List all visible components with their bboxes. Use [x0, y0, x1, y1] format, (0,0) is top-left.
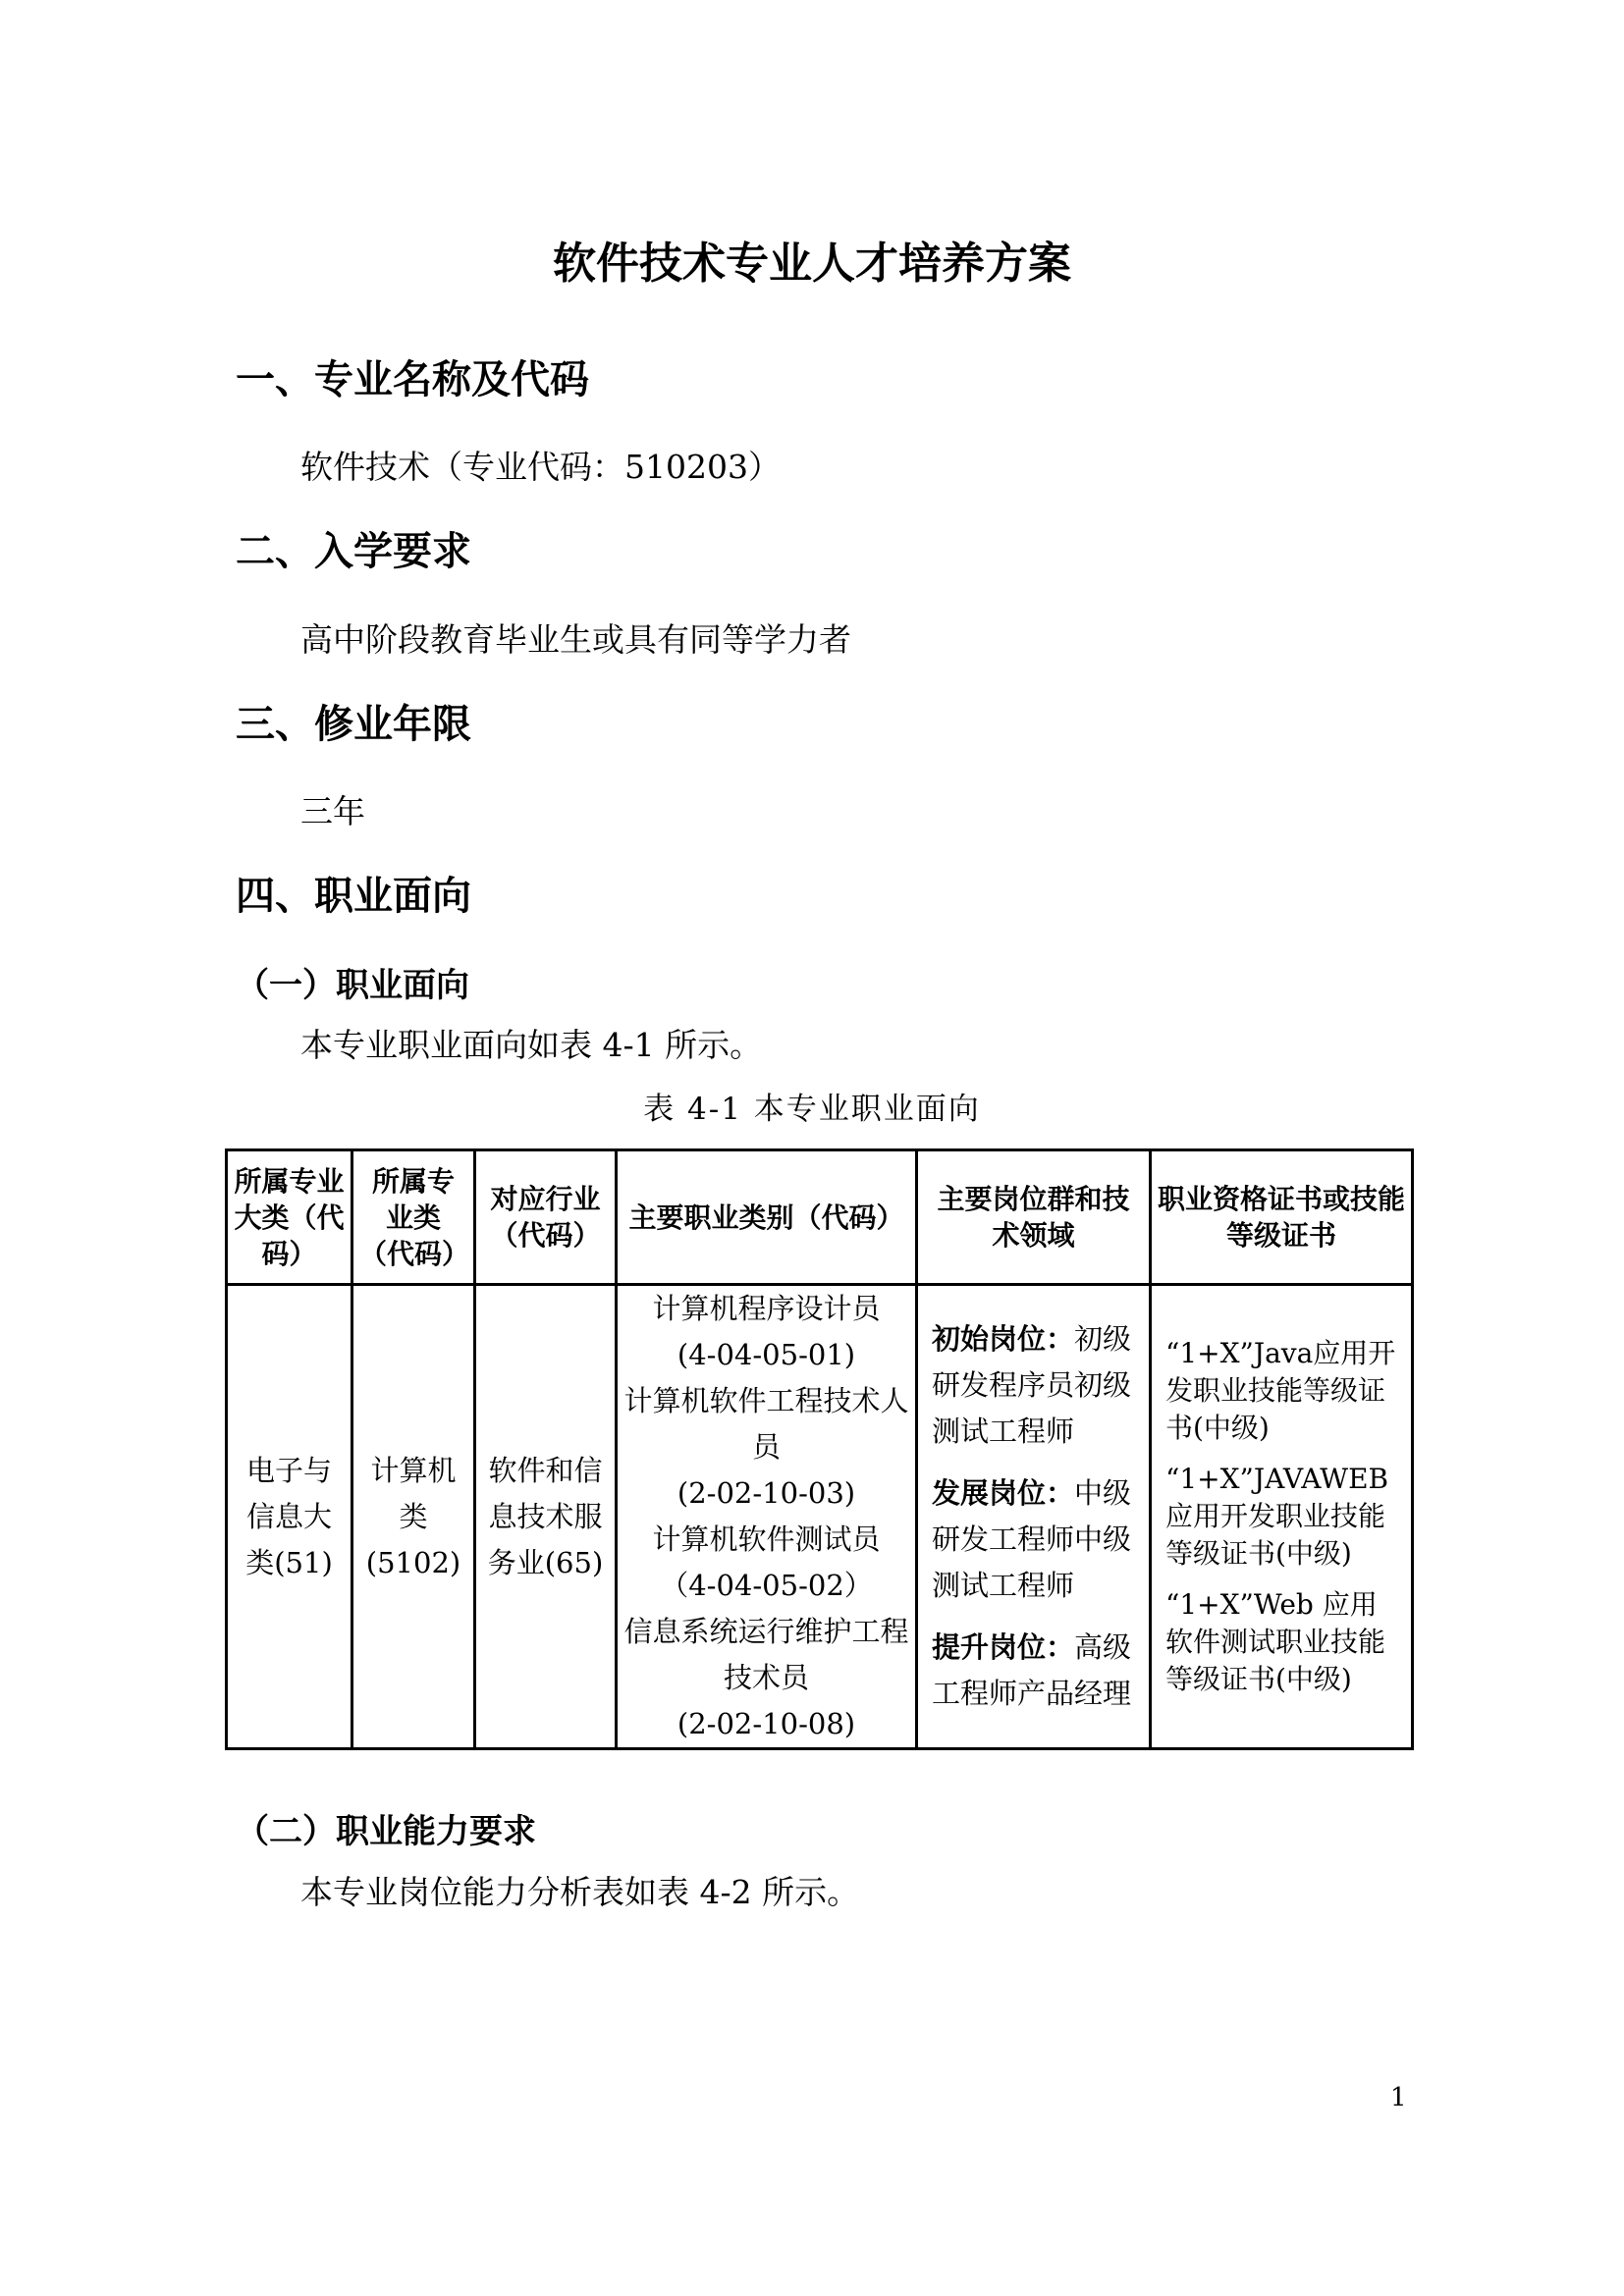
post-label: 发展岗位：	[932, 1476, 1075, 1510]
post-entry	[932, 1625, 1139, 1717]
cell-major-category: 电子与信息大类(51)	[227, 1285, 352, 1749]
table-row	[227, 1285, 1413, 1749]
header-major-category: 所属专业大类（代码）	[227, 1150, 352, 1285]
occupation-line: (4-04-05-01)	[677, 1338, 856, 1371]
certificate-entry: “1+X”Web 应用软件测试职业技能等级证书(中级)	[1165, 1588, 1386, 1695]
cell-industry: 软件和信息技术服务业(65)	[475, 1285, 617, 1749]
occupation-line: 计算机软件测试员	[652, 1522, 881, 1556]
occupation-line: 信息系统运行维护工程技术员	[623, 1615, 909, 1694]
header-major-class: 所属专业类（代码）	[352, 1150, 475, 1285]
subsection-heading-2: （二）职业能力要求	[236, 1812, 536, 1851]
header-posts: 主要岗位群和技术领域	[917, 1150, 1151, 1285]
cell-posts	[917, 1285, 1151, 1749]
post-label: 提升岗位：	[932, 1630, 1075, 1664]
subsection-heading-1: （一）职业面向	[236, 966, 469, 1005]
header-occupations: 主要职业类别（代码）	[617, 1150, 917, 1285]
certificate-entry: “1+X”JAVAWEB 应用开发职业技能等级证书(中级)	[1165, 1463, 1389, 1570]
section-heading-2: 二、入学要求	[236, 529, 471, 574]
occupation-line: (2-02-10-03)	[677, 1476, 856, 1510]
section-body-1: 软件技术（专业代码：510203）	[300, 448, 781, 486]
occupation-table	[225, 1148, 1414, 1750]
section-heading-3: 三、修业年限	[236, 702, 471, 747]
section-body-3: 三年	[300, 792, 365, 830]
page-number: 1	[1390, 2083, 1407, 2112]
section-body-2: 高中阶段教育毕业生或具有同等学力者	[300, 620, 851, 659]
occupation-line: 计算机程序设计员	[652, 1292, 881, 1325]
occupation-line: （4-04-05-02）	[660, 1569, 873, 1602]
cell-major-class: 计算机类(5102)	[352, 1285, 475, 1749]
post-entry	[932, 1470, 1139, 1609]
cell-occupations	[617, 1285, 917, 1749]
table-header-row	[227, 1150, 1413, 1285]
occupation-line: (2-02-10-08)	[677, 1707, 856, 1740]
header-industry: 对应行业（代码）	[475, 1150, 617, 1285]
table-caption: 表 4-1 本专业职业面向	[643, 1092, 981, 1127]
document-title: 软件技术专业人才培养方案	[553, 239, 1071, 289]
post-entry	[932, 1316, 1139, 1455]
post-text: 高级工程师产品经理	[932, 1630, 1132, 1710]
subsection-body-2: 本专业岗位能力分析表如表 4-2 所示。	[300, 1873, 860, 1911]
subsection-body-1: 本专业职业面向如表 4-1 所示。	[300, 1026, 763, 1064]
certificate-entry: “1+X”Java应用开发职业技能等级证书(中级)	[1165, 1337, 1396, 1444]
section-heading-4: 四、职业面向	[236, 874, 471, 919]
post-text: 中级研发工程师中级测试工程师	[932, 1476, 1132, 1602]
cell-certificates	[1151, 1285, 1413, 1749]
post-text: 初级研发程序员初级测试工程师	[932, 1322, 1132, 1448]
header-certificates: 职业资格证书或技能等级证书	[1151, 1150, 1413, 1285]
section-heading-1: 一、专业名称及代码	[236, 357, 589, 402]
post-label: 初始岗位：	[932, 1322, 1075, 1356]
occupation-line: 计算机软件工程技术人员	[623, 1384, 909, 1464]
